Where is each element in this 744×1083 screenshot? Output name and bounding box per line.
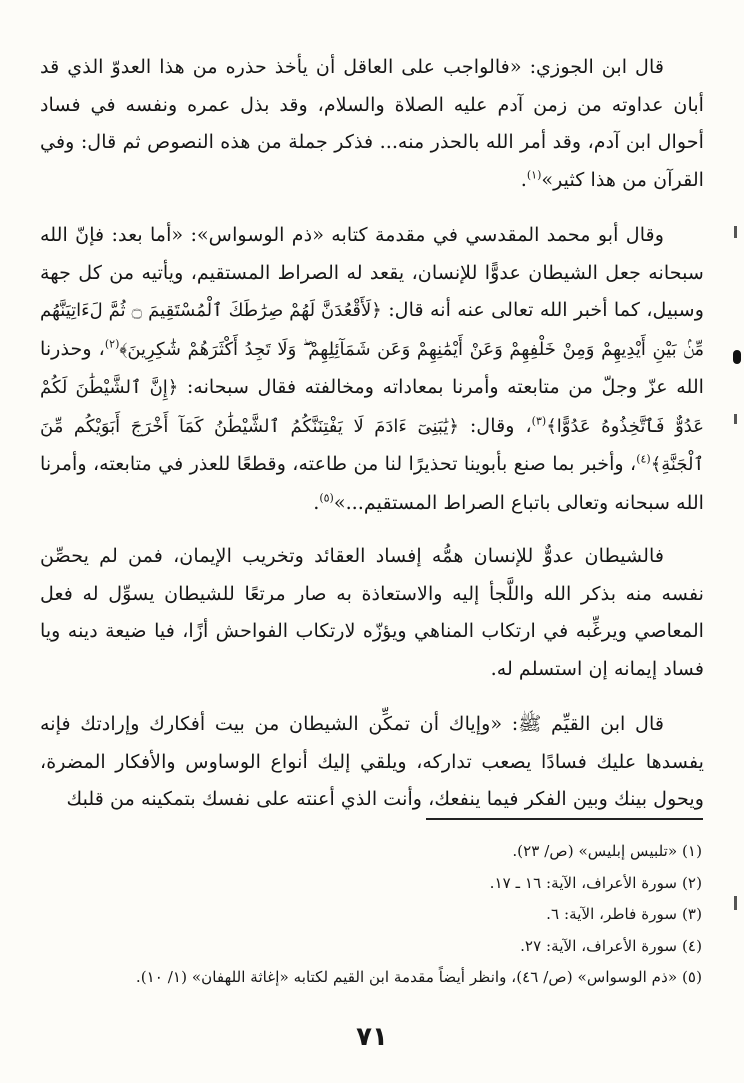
footnote-ref-5: (٥) — [319, 491, 334, 505]
paragraph-end: . — [313, 490, 320, 514]
paragraph-text: ، وأخبر بما صنع بأبوينا تحذيرًا لنا من طاعته، وقطعًا للعذر في متابعته، وأمرنا الله سبحانه وتعالى باتباع الصراط المستقيم...» — [40, 452, 704, 514]
paragraph-text: قال ابن القيِّم ﷺ: «وإياك أن تمكِّن الشيطان من بيت أفكارك وإرادتك فإنه يفسدها عليك فسادًا يصعب تداركه، ويلقي إليك أنواع الوساوس والأفكار المضرة، ويحول بينك وبين الفكر فيما ينفعك، وأنت الذي أعنته على نفسك بتمكينه من قلبك — [40, 712, 704, 810]
paragraph-text: وقال أبو محمد المقدسي في مقدمة كتابه «ذم الوسواس»: «أما بعد: فإنّ الله سبحانه جعل الشيطان عدوًّا للإنسان، يقعد له الصراط المستقيم، ويأتيه من كل جهة وسبيل، كما أخبر الله تعالى عنه أنه قال: — [40, 223, 704, 321]
scan-edge-mark — [734, 226, 737, 238]
quran-verse-1: ﴿لَأَقْعُدَنَّ لَهُمْ صِرَٰطَكَ ٱلْمُسْتَقِيمَ ۝ ثُمَّ لَءَاتِيَنَّهُم مِّنۢ بَيْنِ أَيْدِيهِمْ وَمِنْ خَلْفِهِمْ وَعَنْ أَيْمَٰنِهِمْ وَعَن شَمَآئِلِهِمْ ۖ وَلَا تَجِدُ أَكْثَرَهُمْ شَٰكِرِينَ﴾ — [40, 300, 704, 360]
page-number: ٧١ — [356, 1022, 388, 1052]
footnote-ref-4: (٤) — [636, 452, 651, 466]
quran-verse-2: ﴿إِنَّ ٱلشَّيْطَٰنَ لَكُمْ عَدُوٌّ فَٱتَّخِذُوهُ عَدُوًّا﴾ — [40, 377, 704, 437]
footnote-5: (٥) «ذم الوسواس» (ص/ ٤٦)، وانظر أيضاً مقدمة ابن القيم لكتابه «إغاثة اللهفان» (١/ ١٠). — [135, 968, 702, 986]
scan-edge-mark — [734, 896, 737, 910]
scan-hole-mark — [733, 350, 741, 364]
footnote-separator — [426, 818, 703, 820]
paragraph-text: ، وحذرنا الله عزّ وجلّ من متابعته وأمرنا بمعاداته ومخالفته فقال سبحانه: — [40, 336, 705, 398]
paragraph-text: فالشيطان عدوٌّ للإنسان همُّه إفساد العقائد وتخريب الإيمان، فمن لم يحصِّن نفسه منه بذكر الله واللَّجأ إليه والاستعاذة به صار مرتعًا للشيطان يسوِّل له فعل المعاصي ويرغِّبه في ارتكاب المناهي ويؤزّه لارتكاب الفواحش أزًا، فيا ضيعة دينه ويا فساد إيمانه إن استسلم له. — [40, 544, 704, 680]
footnote-4: (٤) سورة الأعراف، الآية: ٢٧. — [520, 936, 702, 955]
paragraph-end: . — [520, 167, 527, 191]
paragraph-ibn-al-qayyim — [40, 705, 704, 818]
footnote-ref-3: (٣) — [531, 414, 547, 428]
footnote-3: (٣) سورة فاطر، الآية: ٦. — [546, 905, 702, 923]
main-text — [40, 48, 704, 818]
footnote-2: (٢) سورة الأعراف، الآية: ١٦ ـ ١٧. — [489, 873, 702, 892]
footnote-ref-2: (٢) — [104, 337, 120, 351]
scan-edge-mark — [734, 414, 737, 424]
paragraph-text: قال ابن الجوزي: «فالواجب على العاقل أن يأخذ حذره من هذا العدوّ الذي قد أبان عداوته من زمن آدم عليه الصلاة والسلام، وقد بذل عمره ونفسه في فساد أحوال ابن آدم، وقد أمر الله بالحذر منه... فذكر جملة من هذه النصوص ثم قال: وفي القرآن من هذا كثير» — [40, 55, 704, 191]
quran-verse-3: ﴿يَٰبَنِىٓ ءَادَمَ لَا يَفْتِنَنَّكُمُ ٱلشَّيْطَٰنُ كَمَآ أَخْرَجَ أَبَوَيْكُم مِّنَ ٱلْجَنَّةِ﴾ — [40, 415, 704, 475]
paragraph-ibn-al-jawzi — [40, 48, 704, 198]
paragraph-text: ، وقال: — [469, 413, 532, 437]
footnotes-list — [40, 836, 702, 994]
footnote-1: (١) «تلبيس إبليس» (ص/ ٢٣). — [512, 842, 702, 860]
paragraph-shaytan-enemy — [40, 537, 704, 687]
paragraph-al-maqdisi — [40, 216, 704, 521]
footnote-ref-1: (١) — [526, 168, 542, 182]
